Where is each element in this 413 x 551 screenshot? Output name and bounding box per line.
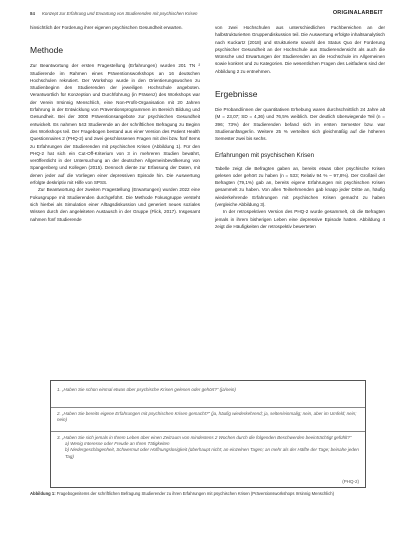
phq-tag: (PHQ-2) [342, 479, 359, 484]
right-paragraph-1: von zwei Hochschulen aus unterschiedlichen Fachbereichen an der halbstrukturierten Gruppendiskussion teil. Die Auswertung erfolgte inhaltsanalytisch nach Kuckartz (2018) und strukturierte sowohl den Status Quo der Forderung psychischer Gesundheit an der Hochschule aus Studierendensicht als auch die Wünsche und Erwartungen der Studierenden an die Hochschule im Allgemeinen sowie konkret und zu Kategorien. Die wesentlichen Fragen des Leitfadens sind der Abbildung 2 zu entnehmen. [215, 25, 385, 74]
figure-item-3 [57, 435, 359, 460]
subsection-paragraph-1: Tabelle zeigt die Befragten gaben an, bereits etwas über psychische Krisen gelesen oder gehört zu haben (n = 533; Relativ 94 % – 97,8%). Der Großteil der Befragten (79,1%) gab an, bereits eigene Erfahrungen mit psychischen Krisen gesammelt zu haben. Von allen Teilnehmenden gab knapp jeder Dritte an, häufig wiederkehrende Erfahrungen mit psychischen Krisen gemacht zu haben (vergleiche Abbildung 3). [215, 165, 385, 208]
figure-divider [51, 431, 365, 432]
running-header [30, 10, 383, 20]
figure-item-1-text: 1. „Haben Sie schon einmal etwas über psychische Krisen gelesen oder gehört?“ (ja/nein) [57, 387, 236, 392]
right-column [215, 24, 385, 230]
page-number: 84 [30, 11, 35, 16]
methods-paragraph-1: Zur Beantwortung der ersten Fragestellung (Erfahrungen) wurden 201 TN ² Studierende im Rahmen eines Präventionsworkshops an 16 deutschen Hochschulen rekrutiert. Der Workshop wurde in den Orientierungswochen zu Studienbeginn den Studierenden der jeweiligen Hochschule angeboten. Verantwortlich für Konzeption und Durchführung (in Präsenz) des Workshops war der Verein Irrsinnig Menschlich, eine Non-Profit-Organisation mit 20 Jahren Erfahrung in der Entwicklung von Präventionsprogrammen im Bereich Bildung und Gesundheit. Bei der 3000 Präventionsangebote zur psychischen Gesundheit entwickelt. Es nahmen 543 Studierende an der schriftlichen Befragung zu Beginn des Workshops teil. Der Fragebogen bestand aus einer Version des Patient Health Questionnaires 2 (PHQ-2) und zwei geschlossenen Fragen mit drei bzw. fünf Items zu Erfahrungen der Studierenden mit psychischen Krisen (Abbildung 1). Für den PHQ-2 hat sich ein Cut-Off-Kriterium von 3 in mehreren Studien bewährt, veröffentlicht in der Untersuchung an der deutschen Allgemeinbevölkerung von Spangenberg und Kollegen (2015). Dennoch diente zur Erfassung der Daten, mit denen jeder auf die Vorliegen einer depressiven Episode hin. Die Auswertung erfolgte deskriptiv mit Hilfe von SPSS. [30, 63, 200, 186]
caption-text: Fragebogenitems der schriftlichen Befragung Studierender zu ihren Erfahrungen mit psychischen Krisen (Präventionsworkshops Irrsinnig Menschlich) [56, 491, 334, 496]
figure-caption [30, 491, 383, 497]
methods-heading: Methode [30, 45, 64, 56]
figure-item-3-text: 3. „Haben Sie sich jemals in Ihrem Leben über einen Zeitraum von mindestens 2 Wochen durch die folgenden Beschwerden beeinträchtigt gefühlt?“ [57, 435, 352, 440]
results-heading: Ergebnisse [215, 89, 258, 100]
subsection-heading: Erfahrungen mit psychischen Krisen [215, 151, 315, 159]
section-brand: ORIGINALARBEIT [332, 10, 383, 16]
results-paragraph-1: Die Proband/innen der quantitativen Erhebung waren durchschnittlich 24 Jahre alt (M = 23,07; SD = 4,36) und 76,5% weiblich. Der deutlich überwiegende Teil (n = 396; 73%) der Studierenden befand sich im ersten Semester bzw. war Studienanfänger/in. Weitere 25 % verteilten sich gleichmäßig auf die höheren Semester zwei bis sechs. [215, 107, 385, 142]
running-title: Konzept zur Erfahrung und Erwartung von Studierenden mit psychischen Krisen [42, 11, 198, 16]
figure-item-1 [57, 387, 359, 393]
figure-item-2 [57, 411, 359, 423]
figure-questionnaire-box [50, 380, 366, 488]
figure-item-2-text: 2. „Haben Sie bereits eigene Erfahrungen mit psychischen Krisen gemacht?“ (ja, häufig wiederkehrend; ja, selten/einmalig; nein, aber im Umfeld; nein; nein) [57, 411, 357, 423]
intro-paragraph: hinsichtlich der Forderung ihrer eigenen psychischen Gesundheit erwarten. [30, 25, 183, 30]
caption-label: Abbildung 1: [30, 491, 56, 496]
methods-paragraph-2: Zur Beantwortung der zweiten Fragestellung (Erwartungen) wurden 2022 eine Fokusgruppe mit Studierenden durchgeführt. Die Methode Fokusgruppe versteht sich hierbei als Simulation einer Alltagsdiskussion und generiert neues soziales Wissen durch den angeleiteten Austausch in der Gruppe (Flick, 2017). Insgesamt nahmen fünf Studierende [30, 187, 200, 222]
figure-divider [51, 407, 365, 408]
figure-option-a: a) Wenig Interesse oder Freude an Ihren Tätigkeiten [65, 441, 170, 447]
figure-option-b: b) Niedergeschlagenheit, Schwermut oder Hoffnungslosigkeit (überhaupt nicht; an einzelnen Tagen; an mehr als der Hälfte der Tage; beinahe jeden Tag) [65, 447, 359, 459]
subsection-paragraph-2: In der retrospektiven Version des PHQ-2 wurde gesammelt, ob die Befragten jemals in ihrem bisherigen Leben eine depressive Episode hatten. Abbildung 4 zeigt die Häufigkeiten der retrospektiv bewerteten [215, 209, 385, 229]
left-column [30, 24, 200, 223]
